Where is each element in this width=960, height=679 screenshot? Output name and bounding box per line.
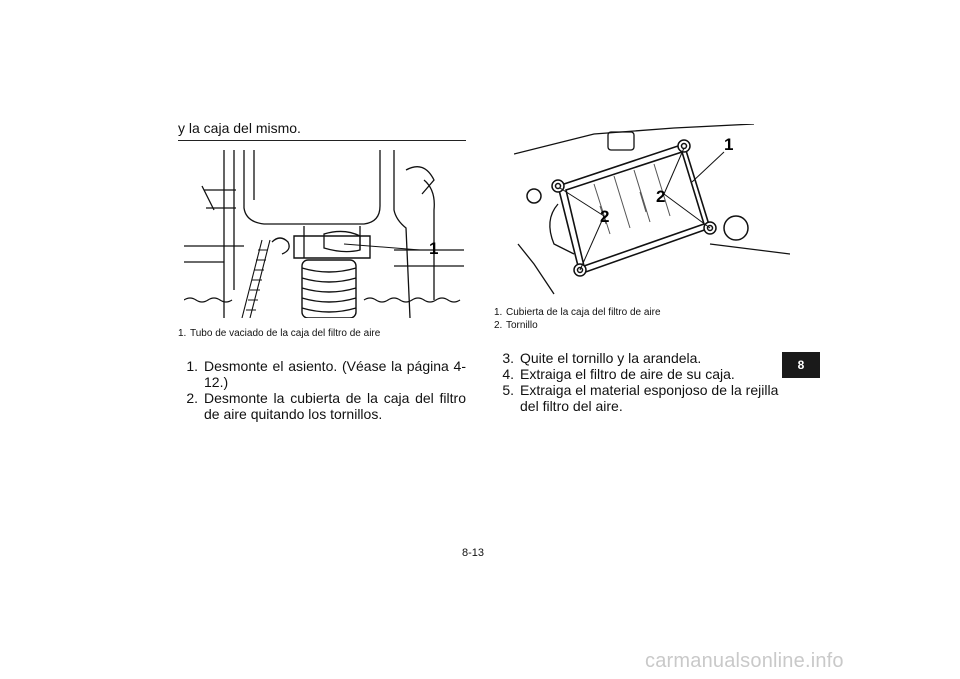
figure-right-caption	[494, 306, 661, 332]
steps-list-right	[494, 350, 790, 414]
step-item: 1. Desmonte el asiento. (Véase la página 4-12.)	[186, 358, 466, 390]
figure-airbox-cover	[514, 124, 790, 300]
steps-list-left	[178, 358, 466, 422]
callout-1: 1	[429, 239, 439, 258]
caption-item: 1. Cubierta de la caja del filtro de aire	[494, 307, 661, 318]
watermark: carmanualsonline.info	[645, 650, 844, 672]
section-tab: 8	[782, 352, 820, 378]
page-number: 8-13	[462, 547, 485, 559]
callout-2: 2	[656, 187, 666, 206]
section-rule	[178, 140, 466, 141]
step-item: 2. Desmonte la cubierta de la caja del filtro de aire quitando los tornillos.	[186, 390, 466, 422]
step-item: 3. Quite el tornillo y la arandela.	[502, 350, 702, 366]
intro-text: y la caja del mismo.	[178, 120, 301, 136]
callout-2: 2	[600, 207, 610, 226]
figure-left-caption	[178, 327, 380, 340]
figure-drain-tube	[184, 150, 464, 318]
step-item: 5. Extraiga el material esponjoso de la rejilla del filtro del aire.	[502, 382, 779, 414]
caption-item: 2. Tornillo	[494, 320, 538, 331]
callout-1: 1	[724, 135, 734, 154]
step-item: 4. Extraiga el filtro de aire de su caja.	[502, 366, 735, 382]
caption-item: 1. Tubo de vaciado de la caja del filtro de aire	[178, 328, 381, 339]
